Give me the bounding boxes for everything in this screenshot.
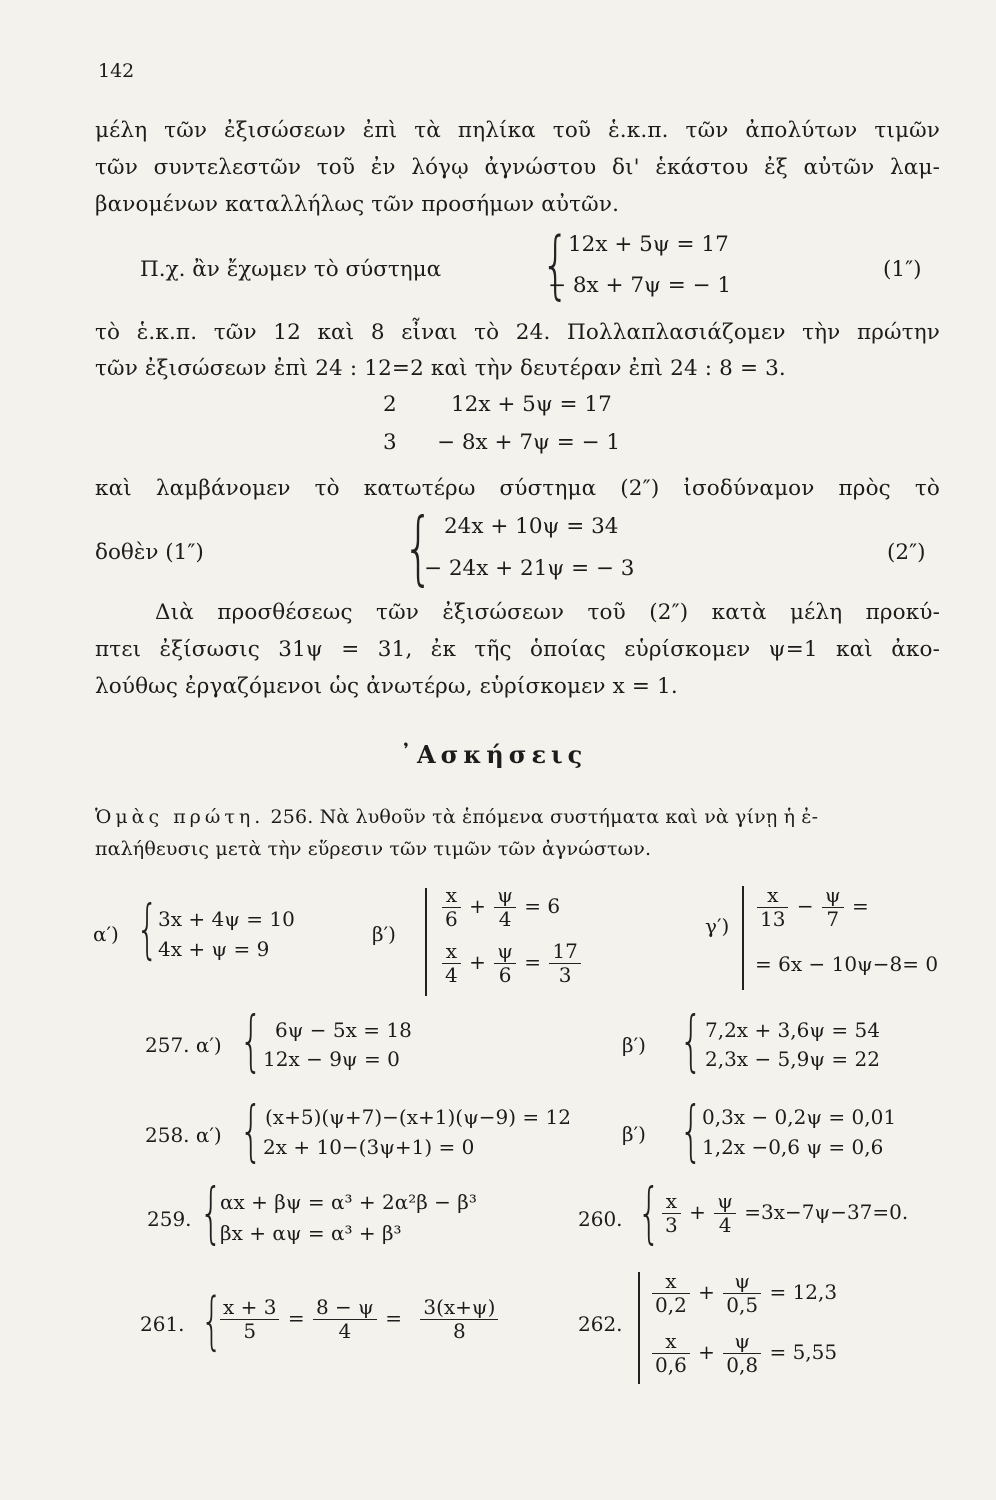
ex262-row2 — [650, 1330, 837, 1377]
numerator: x — [767, 883, 779, 907]
ex258-a-label: 258. α′) — [145, 1123, 222, 1147]
left-brace: { — [679, 1002, 703, 1079]
left-brace: { — [239, 1002, 263, 1079]
page-number: 142 — [98, 60, 135, 82]
ex259-eq2: βx + αψ = α³ + β³ — [220, 1221, 402, 1245]
ex256-a-eq2: 4x + ψ = 9 — [158, 937, 270, 961]
ex258-b-label: β′) — [622, 1122, 646, 1146]
ex256-a-label: α′) — [93, 922, 119, 946]
fraction — [652, 1330, 690, 1377]
ex256-c-row1 — [755, 884, 869, 931]
numerator: x + 3 — [223, 1295, 277, 1319]
system2-eq2: − 24x + 21ψ = − 3 — [424, 556, 635, 581]
fraction — [549, 940, 580, 987]
para1-line1: μέλη τῶν ἐξισώσεων ἐπὶ τὰ πηλίκα τοῦ ἑ.κ.π. τῶν ἀπολύτων τιμῶν — [95, 118, 940, 143]
multiplier-2: 3 — [383, 430, 397, 455]
ex257-b-eq2: 2,3x − 5,9ψ = 22 — [705, 1047, 880, 1071]
denominator: 4 — [442, 963, 461, 987]
ex257-a-eq1: 6ψ − 5x = 18 — [275, 1018, 412, 1042]
rhs: = 6 — [524, 894, 561, 918]
system2-eq1: 24x + 10ψ = 34 — [444, 514, 619, 539]
left-brace: { — [679, 1092, 703, 1169]
ex257-a-eq2: 12x − 9ψ = 0 — [263, 1047, 400, 1071]
denominator: 0,5 — [723, 1293, 761, 1317]
exercise-256-intro-line1 — [95, 806, 940, 828]
denominator: 4 — [313, 1319, 377, 1343]
denominator: 0,6 — [652, 1353, 690, 1377]
numerator: ψ — [824, 883, 841, 907]
para1-line2: τῶν συντελεστῶν τοῦ ἐν λόγῳ ἀγνώστου δι' ἑκάστου ἐξ αὐτῶν λαμ- — [95, 155, 940, 180]
minus-sign: − — [796, 894, 814, 918]
fraction — [442, 940, 461, 987]
ex256-c-label: γ′) — [705, 914, 730, 938]
plus-sign: + — [698, 1280, 715, 1304]
ex257-a-label: 257. α′) — [145, 1033, 222, 1057]
left-brace: { — [200, 1284, 223, 1357]
ex258-b-eq2: 1,2x −0,6 ψ = 0,6 — [702, 1135, 884, 1159]
para4-line3: λούθως ἐργαζόμενοι ὡς ἀνωτέρω, εὑρίσκομεν x = 1. — [95, 674, 678, 699]
fraction — [652, 1270, 690, 1317]
denominator: 8 — [420, 1319, 498, 1343]
ex262-label: 262. — [578, 1312, 623, 1336]
example-intro: Π.χ. ἂν ἔχωμεν τὸ σύστημα — [140, 257, 442, 282]
left-brace: { — [403, 501, 434, 594]
brace-bar — [425, 888, 427, 996]
fraction — [494, 940, 516, 987]
numerator: x — [665, 1189, 677, 1213]
ex256-b-row2 — [440, 940, 583, 987]
para2-line1: τὸ ἑ.κ.π. τῶν 12 καὶ 8 εἶναι τὸ 24. Πολλαπλασιάζομεν τὴν πρώτην — [95, 320, 940, 345]
exercise-256-intro-line2: παλήθευσις μετὰ τὴν εὕρεσιν τῶν τιμῶν τῶν ἀγνώστων. — [95, 838, 652, 860]
ex261-label: 261. — [140, 1312, 185, 1336]
numerator: x — [445, 939, 457, 963]
brace-bar — [638, 1272, 640, 1384]
para4-line1: Διὰ προσθέσεως τῶν ἐξισώσεων τοῦ (2″) κατὰ μέλη προκύ- — [155, 600, 940, 625]
rhs: = 5,55 — [769, 1340, 838, 1364]
ex258-a-eq1: (x+5)(ψ+7)−(x+1)(ψ−9) = 12 — [265, 1105, 571, 1129]
ex256-b-row1 — [440, 884, 560, 931]
example-eq2: − 8x + 7ψ = − 1 — [548, 273, 732, 298]
ex260-equation — [660, 1190, 908, 1237]
denominator: 6 — [494, 963, 516, 987]
plus-sign: + — [469, 950, 486, 974]
left-brace: { — [239, 1092, 263, 1169]
numerator: ψ — [497, 939, 513, 963]
ex260-label: 260. — [578, 1207, 623, 1231]
left-brace: { — [637, 1174, 661, 1251]
equals-sign: = — [385, 1306, 402, 1330]
numerator: ψ — [497, 883, 513, 907]
para3-line1: καὶ λαμβάνομεν τὸ κατωτέρω σύστημα (2″) ἰσοδύναμον πρὸς τὸ — [95, 476, 940, 501]
numerator: 3(x+ψ) — [423, 1295, 496, 1319]
fraction — [723, 1270, 761, 1317]
rhs: = 12,3 — [769, 1280, 838, 1304]
numerator: x — [665, 1329, 677, 1353]
group-label: Ὁμὰς πρώτη. — [95, 806, 265, 828]
system2-intro: δοθὲν (1″) — [95, 540, 204, 565]
mult-eq2: − 8x + 7ψ = − 1 — [437, 430, 621, 455]
para4-line2: πτει ἐξίσωσις 31ψ = 31, ἐκ τῆς ὁποίας εὑρίσκομεν ψ=1 καὶ ἀκο- — [95, 637, 940, 662]
ex257-b-label: β′) — [622, 1033, 646, 1057]
ex262-row1 — [650, 1270, 837, 1317]
ex256-a-eq1: 3x + 4ψ = 10 — [158, 907, 295, 931]
exercises-heading: ᾿Ασκήσεις — [400, 740, 588, 769]
mult-eq1: 12x + 5ψ = 17 — [451, 392, 612, 417]
numerator: x — [665, 1269, 677, 1293]
denominator: 4 — [714, 1213, 736, 1237]
equals-sign: = — [524, 950, 542, 974]
para2-line2: τῶν ἐξισώσεων ἐπὶ 24 : 12=2 καὶ τὴν δευτέραν ἐπὶ 24 : 8 = 3. — [95, 356, 786, 381]
ex256-c-row2: = 6x − 10ψ−8= 0 — [755, 952, 939, 976]
denominator: 6 — [442, 907, 461, 931]
numerator: ψ — [734, 1269, 751, 1293]
left-brace: { — [541, 222, 570, 308]
left-brace: { — [199, 1174, 223, 1251]
denominator: 13 — [757, 907, 788, 931]
equals-sign: = — [287, 1306, 305, 1330]
fraction — [494, 884, 516, 931]
denominator: 3 — [549, 963, 580, 987]
equals-sign: = — [851, 894, 869, 918]
denominator: 7 — [822, 907, 844, 931]
ex257-b-eq1: 7,2x + 3,6ψ = 54 — [705, 1018, 880, 1042]
ex259-eq1: αx + βψ = α³ + 2α²β − β³ — [220, 1190, 477, 1214]
example-eq1: 12x + 5ψ = 17 — [568, 232, 729, 257]
numerator: 8 − ψ — [315, 1295, 374, 1319]
numerator: ψ — [717, 1189, 733, 1213]
fraction — [313, 1296, 377, 1343]
exercise-256-intro: 256. Νὰ λυθοῦν τὰ ἑπόμενα συστήματα καὶ νὰ γίνῃ ἡ ἐ- — [270, 806, 819, 828]
fraction — [714, 1190, 736, 1237]
rhs: =3x−7ψ−37=0. — [744, 1200, 909, 1224]
plus-sign: + — [469, 894, 486, 918]
fraction — [442, 884, 461, 931]
plus-sign: + — [698, 1340, 715, 1364]
ex258-b-eq1: 0,3x − 0,2ψ = 0,01 — [702, 1105, 897, 1129]
numerator: 17 — [552, 939, 578, 963]
fraction — [420, 1296, 498, 1343]
denominator: 5 — [220, 1319, 279, 1343]
left-brace: { — [136, 893, 159, 967]
example-label: (1″) — [883, 257, 922, 282]
numerator: x — [445, 883, 457, 907]
numerator: ψ — [734, 1329, 751, 1353]
multiplier-1: 2 — [383, 392, 397, 417]
brace-bar — [742, 886, 744, 990]
ex258-a-eq2: 2x + 10−(3ψ+1) = 0 — [263, 1135, 475, 1159]
fraction — [822, 884, 844, 931]
ex256-b-label: β′) — [372, 922, 396, 946]
denominator: 4 — [494, 907, 516, 931]
para1-line3: βανομένων καταλλήλως τῶν προσήμων αὐτῶν. — [95, 192, 620, 217]
ex261-equation — [218, 1296, 500, 1343]
fraction — [220, 1296, 279, 1343]
denominator: 0,2 — [652, 1293, 690, 1317]
fraction — [723, 1330, 761, 1377]
fraction — [662, 1190, 681, 1237]
plus-sign: + — [689, 1200, 706, 1224]
denominator: 0,8 — [723, 1353, 761, 1377]
system2-label: (2″) — [887, 540, 926, 565]
denominator: 3 — [662, 1213, 681, 1237]
fraction — [757, 884, 788, 931]
ex259-label: 259. — [147, 1207, 192, 1231]
